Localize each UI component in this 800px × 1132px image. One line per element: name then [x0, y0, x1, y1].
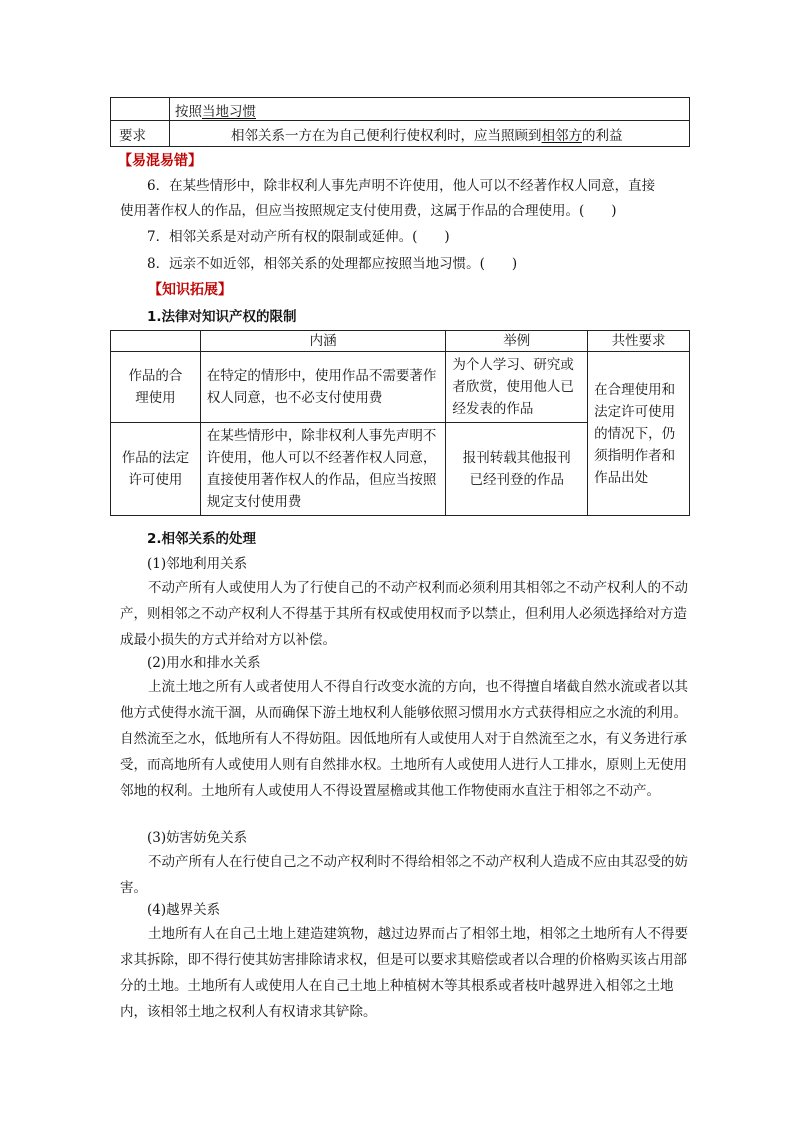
ip-limitation-table: [110, 330, 690, 516]
item-3-text: 不动产所有人在行使自己之不动产权利时不得给相邻之不动产权利人造成不应由其忍受的妨害。: [120, 854, 688, 896]
table-header-blank: [111, 331, 201, 352]
row-meaning-statutory: 在某些情形中，除非权利人事先声明不许使用，他人可以不经著作权人同意，直接使用著作权人的作品，但应当按照规定支付使用费: [200, 423, 446, 516]
row-meaning-fair-use: 在特定的情形中，使用作品不需要著作权人同意，也不必支付使用费: [200, 352, 446, 423]
table-header-example: 举例: [446, 331, 588, 352]
item-1-title: (1)邻地利用关系: [147, 556, 248, 572]
row-example-statutory: 报刊转载其他报刊已经刊登的作品: [446, 423, 588, 516]
question-6-line-2: 使用著作权人的作品，但应当按照规定支付使用费，这属于作品的合理使用。( ): [120, 203, 617, 219]
item-4-text: 土地所有人在自己土地上建造建筑物，越过边界而占了相邻土地，相邻之土地所有人不得要求其拆除，即不得行使其妨害排除请求权，但是可以要求其赔偿或者以合理的价格购买该占用部分的土地。土地所有人或使用人在自己土地上种植树木等其根系或者枝叶越界进入相邻之土地内，该相邻土地之权利人有权请求其铲除。: [120, 926, 688, 1020]
table-divider: [111, 120, 689, 121]
confusion-heading: 【易混易错】: [118, 153, 202, 169]
question-6-line-1: 6．在某些情形中，除非权利人事先声明不许使用，他人可以不经著作权人同意，直接: [147, 178, 656, 194]
table-cell-custom: 按照当地习惯: [175, 104, 256, 120]
expansion-heading: 【知识拓展】: [148, 282, 232, 298]
table-row: [111, 352, 690, 423]
row-label-fair-use: 作品的合理使用: [111, 352, 201, 423]
table-header-meaning: 内涵: [200, 331, 446, 352]
common-requirement: 在合理使用和法定许可使用的情况下，仍须指明作者和作品出处: [588, 352, 690, 516]
table-cell-requirement: 相邻关系一方在为自己便利行使权利时，应当照顾到相邻方的利益: [231, 128, 623, 144]
item-3-title: (3)妨害妨免关系: [147, 830, 248, 846]
question-8: 8．远亲不如近邻，相邻关系的处理都应按照当地习惯。( ): [147, 256, 518, 272]
neighbor-relation-table: [110, 97, 690, 147]
item-4-title: (4)越界关系: [147, 902, 221, 918]
table-header-common: 共性要求: [588, 331, 690, 352]
section-2-title: 2.相邻关系的处理: [147, 531, 257, 547]
row-label-statutory: 作品的法定许可使用: [111, 423, 201, 516]
question-7: 7．相邻关系是对动产所有权的限制或延伸。( ): [147, 229, 450, 245]
row-example-fair-use: 为个人学习、研究或者欣赏，使用他人已经发表的作品: [446, 352, 588, 423]
table-divider: [169, 98, 170, 146]
item-2-title: (2)用水和排水关系: [147, 655, 261, 671]
item-1-text: 不动产所有人或使用人为了行使自己的不动产权利而必须利用其相邻之不动产权利人的不动产，则相邻之不动产权利人不得基于其所有权或使用权而予以禁止，但利用人必须选择给对方造成最小损失的方式并给对方以补偿。: [120, 580, 688, 648]
table-cell-label-requirement: 要求: [119, 128, 146, 144]
item-2-text: 上流土地之所有人或者使用人不得自行改变水流的方向，也不得擅自堵截自然水流或者以其他方式使得水流干涸，从而确保下游土地权利人能够依照习惯用水方式获得相应之水流的利用。自然流至之水，低地所有人不得妨阻。因低地所有人或使用人对于自然流至之水，有义务进行承受，而高地所有人或使用人则有自然排水权。土地所有人或使用人进行人工排水，原则上无使用邻地的权利。土地所有人或使用人不得设置屋檐或其他工作物使雨水直注于相邻之不动产。: [120, 679, 688, 799]
section-1-title: 1.法律对知识产权的限制: [147, 309, 297, 325]
